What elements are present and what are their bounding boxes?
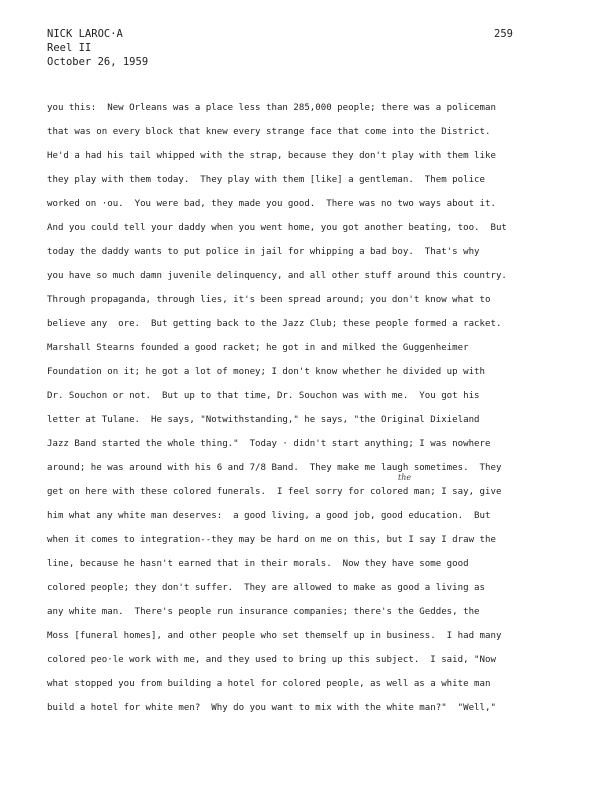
interview-date: October 26, 1959	[47, 56, 149, 68]
text-line: Moss [funeral homes], and other people who set themself up in business. I had many	[47, 631, 502, 641]
text-line: Foundation on it; he got a lot of money; I don't know whether he divided up with	[47, 367, 485, 377]
text-line: any white man. There's people run insurance companies; there's the Geddes, the	[47, 607, 480, 617]
text-line: He'd a had his tail whipped with the strap, because they don't play with them like	[47, 151, 496, 161]
text-line: you this: New Orleans was a place less than 285,000 people; there was a policeman	[47, 103, 496, 113]
document-header	[47, 27, 148, 69]
text-line: Through propaganda, through lies, it's been spread around; you don't know what to	[47, 295, 491, 305]
text-line: And you could tell your daddy when you went home, you got another beating, too. But	[47, 223, 507, 233]
interviewee-name: NICK LAROC·A	[47, 28, 123, 40]
text-line: around; he was around with his 6 and 7/8 Band. They make me laugh sometimes. They	[47, 463, 502, 473]
text-line: him what any white man deserves: a good living, a good job, good education. But	[47, 511, 491, 521]
reel-label: Reel II	[47, 42, 92, 54]
text-line: worked on ·ou. You were bad, they made you good. There was no two ways about it.	[47, 199, 496, 209]
transcript-body	[47, 96, 567, 720]
text-line: they play with them today. They play with them [like] a gentleman. Them police	[47, 175, 485, 185]
text-line: today the daddy wants to put police in jail for whipping a bad boy. That's why	[47, 247, 480, 257]
text-line: letter at Tulane. He says, "Notwithstanding," he says, "the Original Dixieland	[47, 415, 480, 425]
page-number: 259	[494, 28, 513, 40]
text-line: you have so much damn juvenile delinquency, and all other stuff around this country.	[47, 271, 507, 281]
text-line: when it comes to integration--they may be hard on me on this, but I say I draw the	[47, 535, 496, 545]
text-line: get on here with these colored funerals. I feel sorry for colored man; I say, give	[47, 487, 502, 497]
text-line: believe any ore. But getting back to the Jazz Club; these people formed a racket.	[47, 319, 502, 329]
text-line: Marshall Stearns founded a good racket; he got in and milked the Guggenheimer	[47, 343, 469, 353]
text-line: colored people; they don't suffer. They are allowed to make as good a living as	[47, 583, 485, 593]
text-line: what stopped you from building a hotel for colored people, as well as a white man	[47, 679, 491, 689]
text-line: build a hotel for white men? Why do you want to mix with the white man?" "Well,"	[47, 703, 496, 713]
text-line: Dr. Souchon or not. But up to that time, Dr. Souchon was with me. You got his	[47, 391, 480, 401]
handwritten-insertion: the	[398, 473, 412, 482]
text-line: line, because he hasn't earned that in their morals. Now they have some good	[47, 559, 469, 569]
text-line: that was on every block that knew every strange face that come into the District.	[47, 127, 491, 137]
text-line: colored peo·le work with me, and they used to bring up this subject. I said, "Now	[47, 655, 496, 665]
text-line: Jazz Band started the whole thing." Today · didn't start anything; I was nowhere	[47, 439, 491, 449]
